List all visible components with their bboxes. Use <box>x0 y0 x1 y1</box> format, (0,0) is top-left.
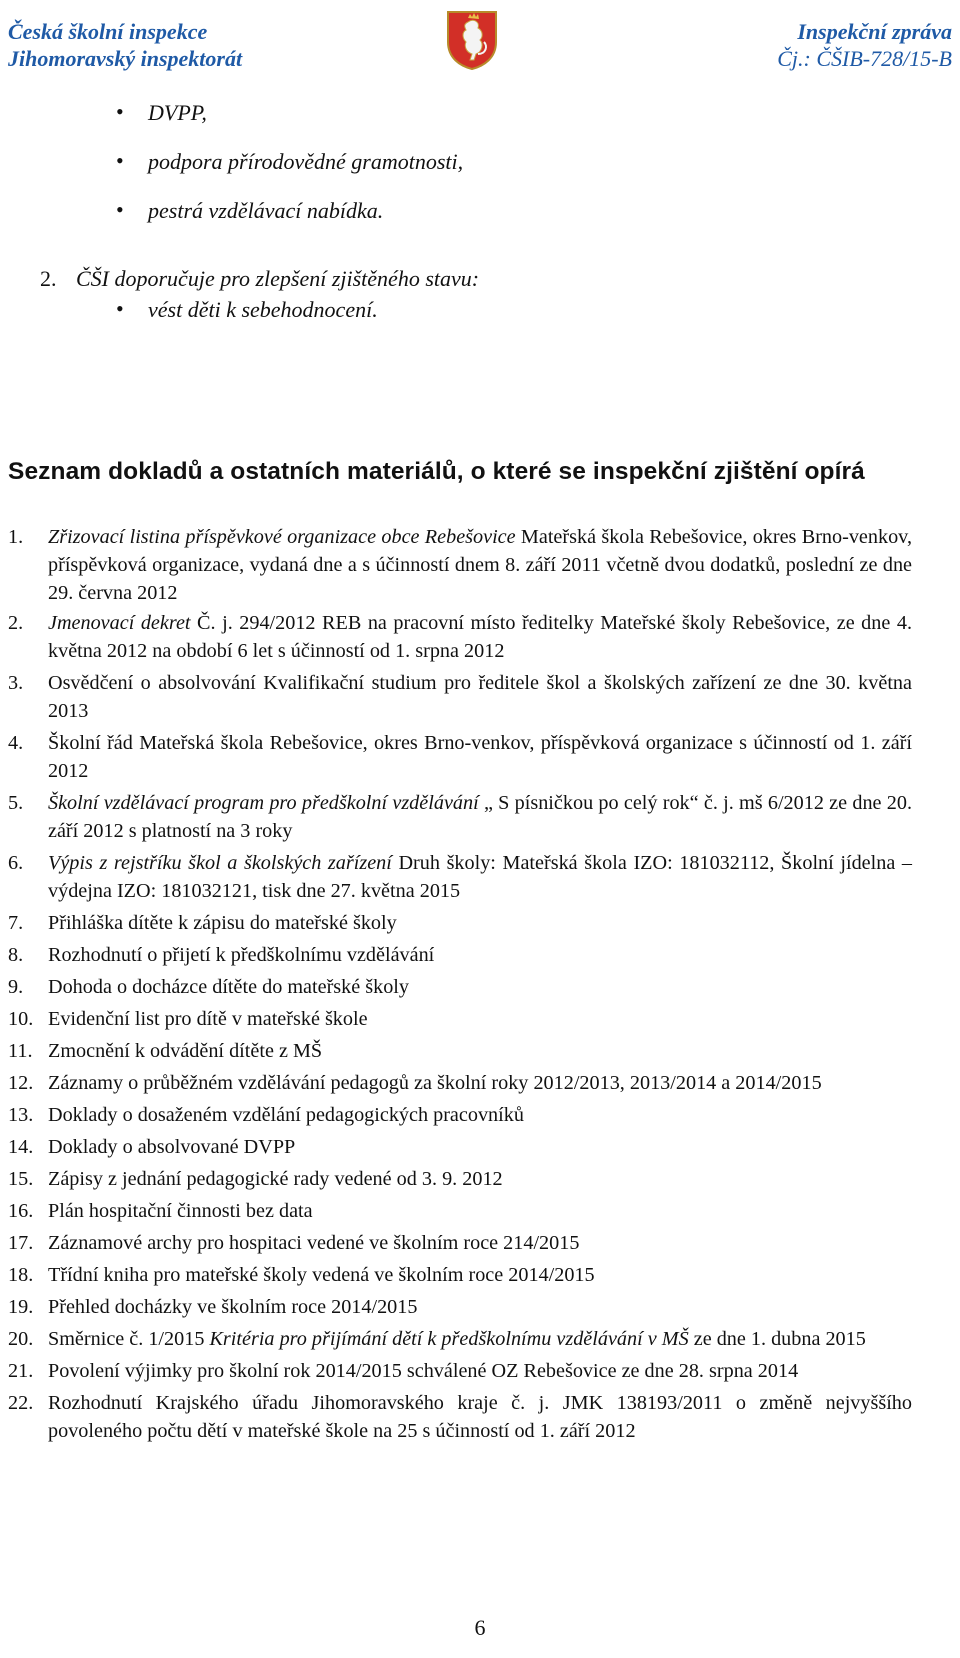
list-item: 21. Povolení výjimky pro školní rok 2014/2015 schválené OZ Rebešovice ze dne 28. srpna 2014 <box>8 1360 799 1382</box>
list-item: 18. Třídní kniha pro mateřské školy vedená ve školním roce 2014/2015 <box>8 1264 595 1286</box>
bullet-icon: • <box>116 197 124 222</box>
list-item: • podpora přírodovědné gramotnosti, <box>116 148 464 174</box>
list-item: • vést děti k sebehodnocení. <box>116 296 378 322</box>
list-item: 4. Školní řád Mateřská škola Rebešovice, okres Brno-venkov, příspěvková organizace s účinností od 1. září 2012 <box>8 732 912 782</box>
list-item: 2. Jmenovací dekret Č. j. 294/2012 REB na pracovní místo ředitelky Mateřské školy Rebešovice, ze dne 4. května 2012 na období 6 let s účinností od 1. srpna 2012 <box>8 612 912 662</box>
list-item: 13. Doklady o dosaženém vzdělání pedagogických pracovníků <box>8 1104 524 1126</box>
list-item: 15. Zápisy z jednání pedagogické rady vedené od 3. 9. 2012 <box>8 1168 503 1190</box>
section-title: Seznam dokladů a ostatních materiálů, o které se inspekční zjištění opírá <box>8 458 865 485</box>
list-item: 20. Směrnice č. 1/2015 Kritéria pro přijímání dětí k předškolnímu vzdělávání v MŠ ze dne 1. dubna 2015 <box>8 1328 866 1350</box>
list-item: 7. Přihláška dítěte k zápisu do mateřské školy <box>8 912 397 934</box>
list-item: 10. Evidenční list pro dítě v mateřské škole <box>8 1008 368 1030</box>
bullet-icon: • <box>116 296 124 321</box>
list-item: 1. Zřizovací listina příspěvkové organizace obce Rebešovice Mateřská škola Rebešovice, okres Brno-venkov, příspěvková organizace, vydaná dne a s účinností dnem 8. září 2011 včetně dvou dodatků, poslední ze dne 29. června 2012 <box>8 526 912 604</box>
page-header <box>8 18 952 78</box>
list-item: 22. Rozhodnutí Krajského úřadu Jihomoravského kraje č. j. JMK 138193/2011 o změně nejvyššího povoleného počtu dětí v mateřské škole na 25 s účinností od 1. září 2012 <box>8 1392 912 1442</box>
list-item: 5. Školní vzdělávací program pro předškolní vzdělávání „ S písničkou po celý rok“ č. j. mš 6/2012 ze dne 20. září 2012 s platností na 3 roky <box>8 792 912 842</box>
header-reference-number: Čj.: ČŠIB-728/15-B <box>777 46 952 71</box>
list-item: 11. Zmocnění k odvádění dítěte z MŠ <box>8 1040 323 1062</box>
header-inspectorate: Jihomoravský inspektorát <box>8 46 243 71</box>
list-item: 16. Plán hospitační činnosti bez data <box>8 1200 313 1222</box>
header-organization: Česká školní inspekce <box>8 19 208 44</box>
state-coat-of-arms-icon <box>444 8 500 70</box>
list-item: • DVPP, <box>116 99 207 125</box>
list-item: 9. Dohoda o docházce dítěte do mateřské školy <box>8 976 410 998</box>
list-item: • pestrá vzdělávací nabídka. <box>116 197 384 223</box>
documents-list <box>8 523 912 1445</box>
list-item: 17. Záznamové archy pro hospitaci vedené ve školním roce 214/2015 <box>8 1232 580 1254</box>
header-report-type: Inspekční zpráva <box>797 19 952 44</box>
bullet-icon: • <box>116 148 124 173</box>
list-item: 8. Rozhodnutí o přijetí k předškolnímu vzdělávání <box>8 944 435 966</box>
header-left <box>8 18 242 72</box>
bullet-icon: • <box>116 99 124 124</box>
list-item: 19. Přehled docházky ve školním roce 2014/2015 <box>8 1296 418 1318</box>
list-item: 12. Záznamy o průběžném vzdělávání pedagogů za školní roky 2012/2013, 2013/2014 a 2014/2015 <box>8 1072 822 1094</box>
header-right <box>777 18 952 72</box>
page-number: 6 <box>474 1615 486 1640</box>
list-item: 14. Doklady o absolvované DVPP <box>8 1136 296 1158</box>
recommendation-heading: 2. ČŠI doporučuje pro zlepšení zjištěného stavu: <box>40 266 480 291</box>
list-item: 3. Osvědčení o absolvování Kvalifikační studium pro ředitele škol a školských zařízení ze dne 30. května 2013 <box>8 672 912 722</box>
list-item: 6. Výpis z rejstříku škol a školských zařízení Druh školy: Mateřská škola IZO: 181032112, Školní jídelna – výdejna IZO: 181032121, tisk dne 27. května 2015 <box>8 852 912 902</box>
